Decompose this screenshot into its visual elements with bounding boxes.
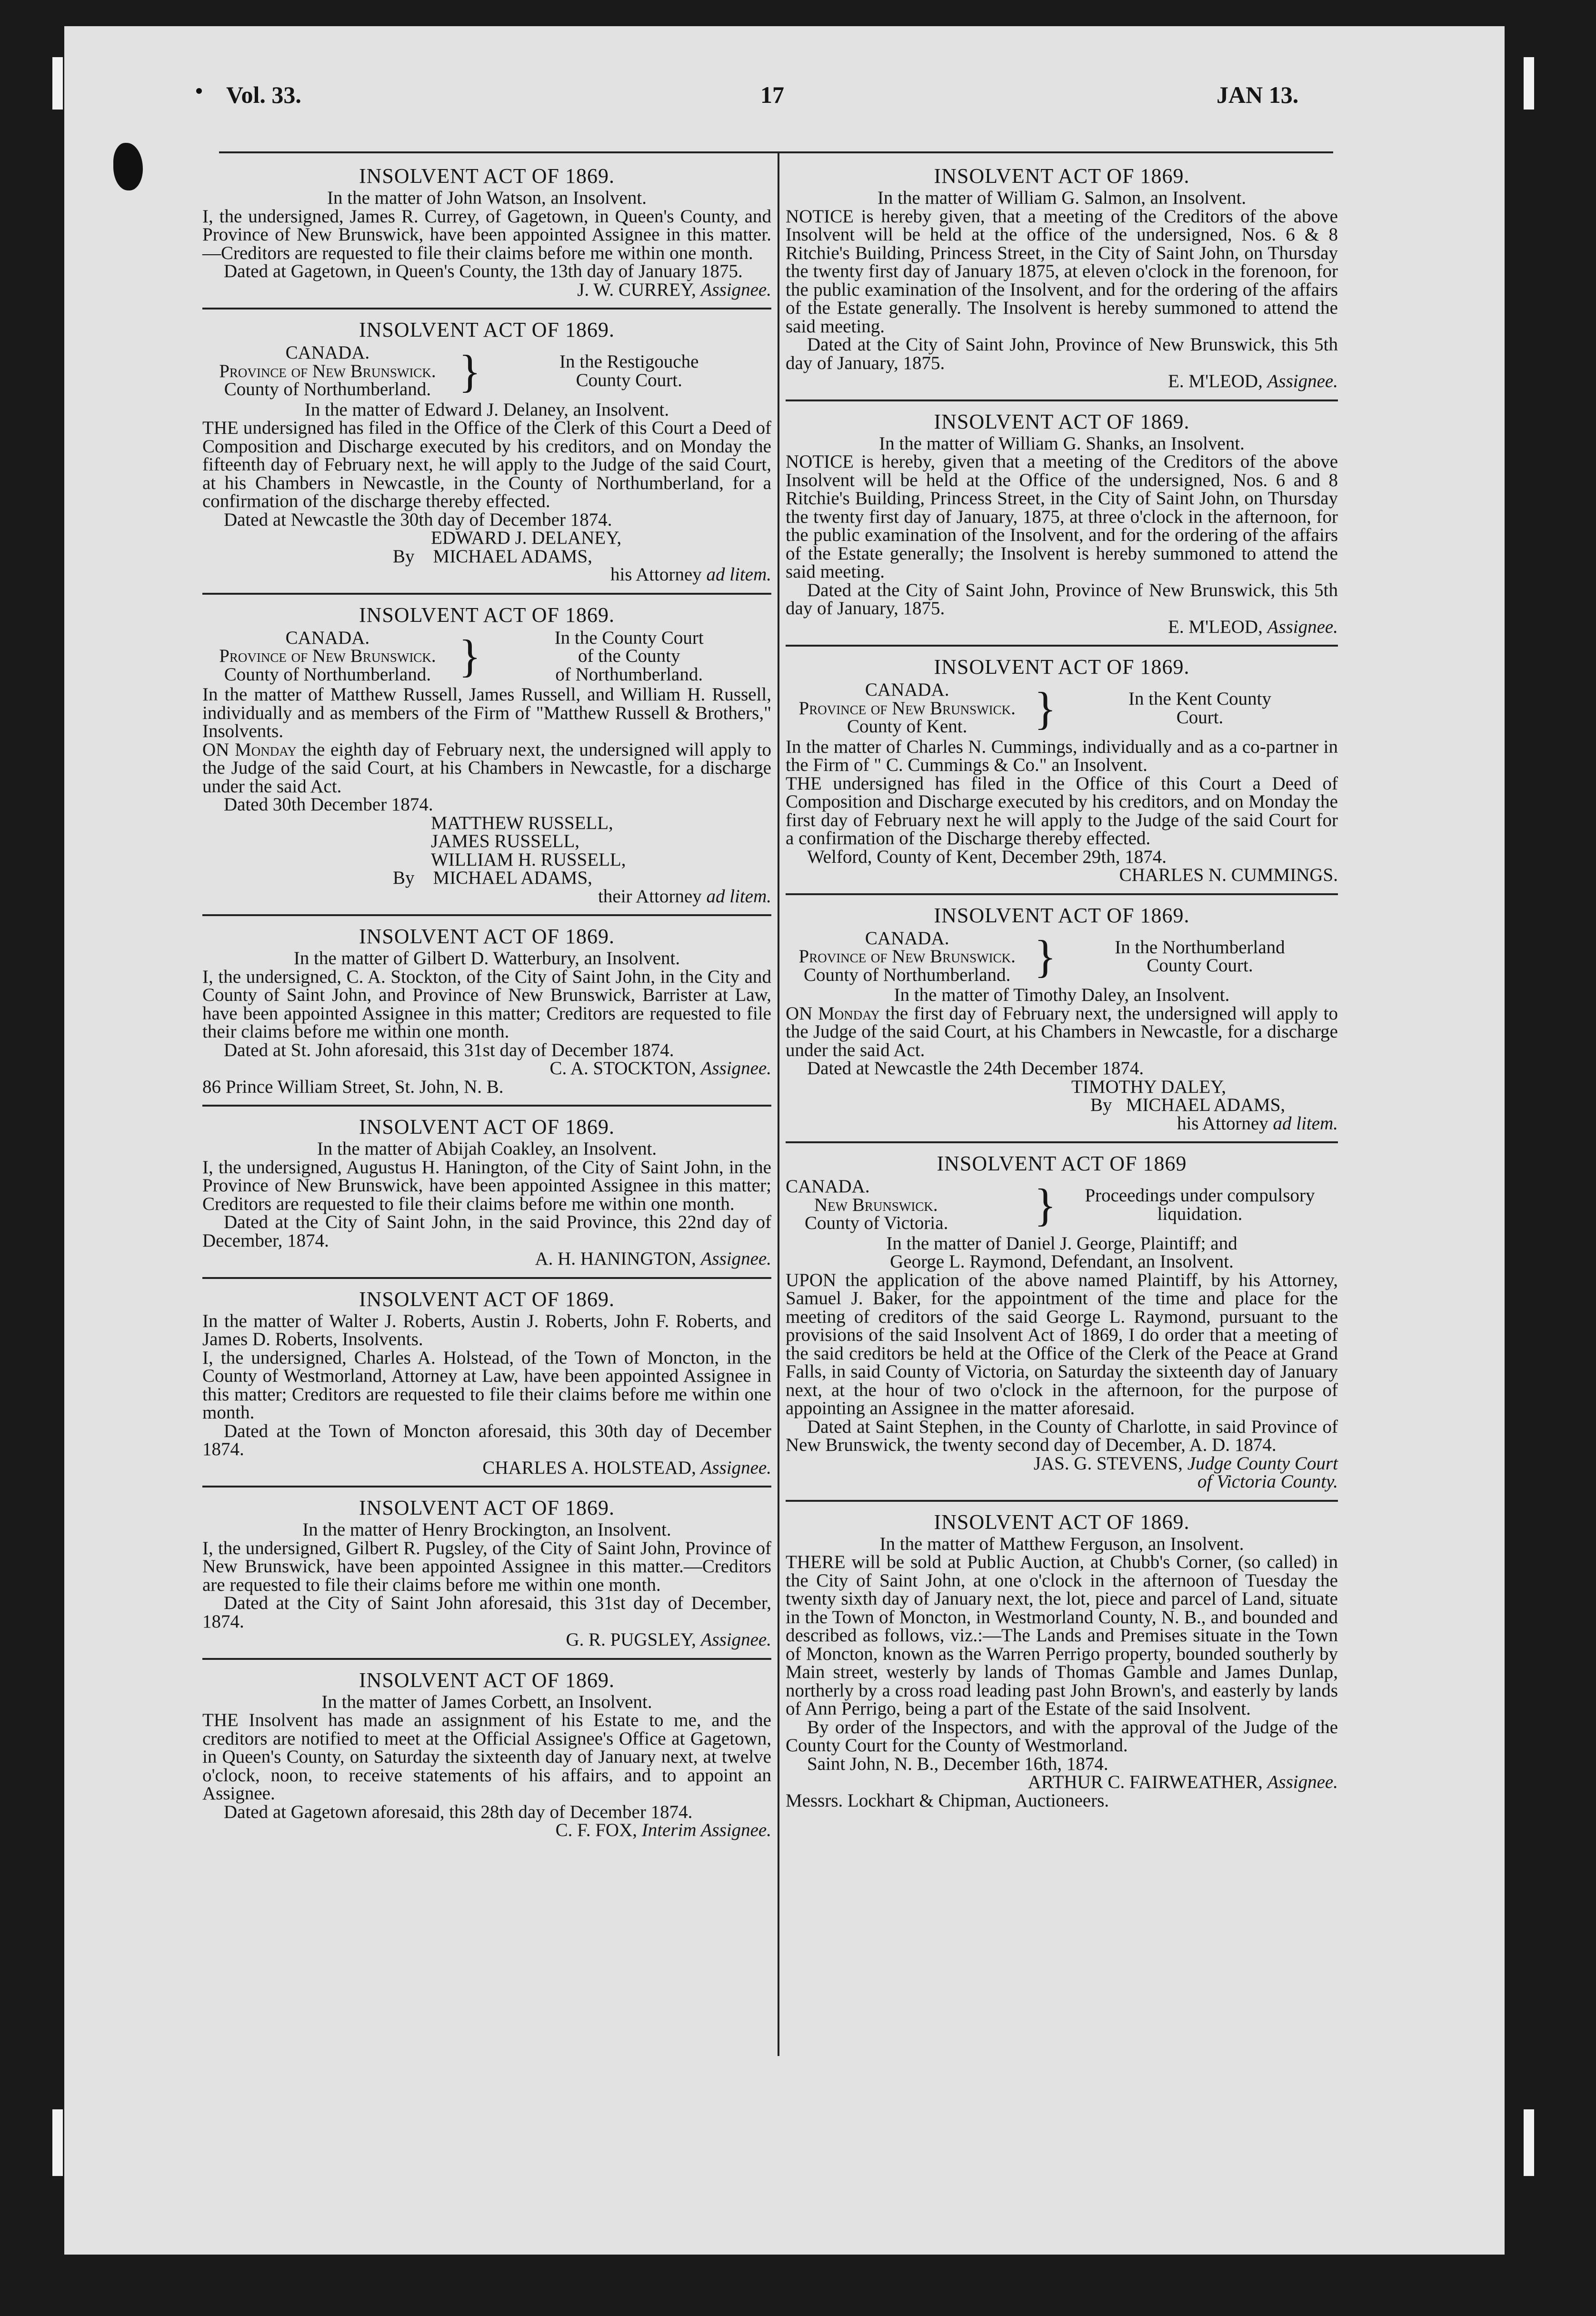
page-number: 17 [760, 81, 784, 108]
section-rule [786, 1141, 1338, 1143]
dated-line: Dated at Saint Stephen, in the County of Charlotte, in said Province of New Brunswick, the twenty second day of December, A. D. 1874. [786, 1416, 1338, 1455]
attorney-name: MICHAEL ADAMS, [433, 868, 592, 888]
matter-line: In the matter of John Watson, an Insolvent. [327, 188, 647, 208]
signer-role: Assignee. [1267, 1772, 1338, 1792]
ink-dot [196, 88, 202, 94]
signer-role-2 [786, 1473, 1338, 1491]
matter-line: In the matter of Abijah Coakley, an Insolvent. [317, 1138, 657, 1159]
left-column [202, 164, 771, 1848]
notice-russell [202, 603, 771, 906]
attorney-role [202, 566, 771, 584]
matter-line: In the matter of James Corbett, an Insolvent. [321, 1691, 652, 1712]
brace-glyph: } [1034, 931, 1057, 982]
court-heading [786, 1178, 1338, 1233]
notice-title: INSOLVENT ACT OF 1869 [937, 1152, 1187, 1175]
dated-line: Dated 30th December 1874. [224, 794, 433, 815]
court-county: County of Victoria. [805, 1213, 948, 1233]
court-country: CANADA. [786, 1176, 870, 1197]
matter-line-2: George L. Raymond, Defendant, an Insolvent. [890, 1251, 1234, 1272]
notice-cummings [786, 655, 1338, 885]
court-name-3: of Northumberland. [555, 664, 703, 685]
dated-line: Welford, County of Kent, December 29th, 1874. [807, 846, 1167, 867]
signer-name: WILLIAM H. RUSSELL, [431, 849, 626, 870]
header-rule [219, 151, 1333, 153]
by-line [202, 869, 771, 888]
matter-line: In the matter of Charles N. Cummings, individually and as a co-partner in the Firm of " C. Cummings & Co." an Insolvent. [786, 736, 1338, 775]
court-country: CANADA. [285, 342, 370, 363]
dated-line: Dated at Gagetown aforesaid, this 28th day of December 1874. [224, 1801, 693, 1822]
signer-role-text: of Victoria County. [1197, 1471, 1338, 1492]
court-heading [202, 344, 771, 399]
signature [786, 372, 1338, 391]
signer-role: Assignee. [1267, 616, 1338, 637]
section-rule [202, 914, 771, 916]
notice-title: INSOLVENT ACT OF 1869. [359, 603, 615, 627]
matter-line: In the matter of Matthew Russell, James Russell, and William H. Russell, individually and as members of the Firm of "Matthew Russell & Brothers," Insolvents. [202, 684, 771, 741]
film-edge-mark [1524, 2109, 1534, 2176]
court-name-2: County Court. [1147, 955, 1253, 976]
signer-name: CHARLES A. HOLSTEAD, [482, 1457, 696, 1478]
brace-glyph: } [459, 630, 481, 682]
notice-watterbury [202, 925, 771, 1096]
brace-glyph: } [1034, 1179, 1057, 1230]
signer-role: Assignee. [700, 279, 771, 300]
notice-body [786, 1005, 1338, 1060]
notice-watson [202, 164, 771, 299]
attorney-name: MICHAEL ADAMS, [433, 546, 592, 567]
court-province: Province of New Brunswick. [798, 946, 1016, 967]
notice-daley [786, 904, 1338, 1133]
court-county: County of Kent. [847, 716, 968, 737]
court-name: In the Restigouche [559, 351, 699, 372]
attorney-role-text: his Attorney [1177, 1113, 1268, 1134]
signer-name: EDWARD J. DELANEY, [431, 528, 622, 548]
notice-body: NOTICE is hereby given, that a meeting of the Creditors of the above Insolvent will be held at the office of the undersigned, Nos. 6 & 8 Ritchie's Building, Princess Street, in the City of Saint John, on Thursday the twenty first day of January 1875, at eleven o'clock in the forenoon, for the public examination of the Insolvent, and for the ordering of the affairs of the Estate generally. The Insolvent is hereby summoned to attend the said meeting. [786, 206, 1338, 337]
matter-line: In the matter of Walter J. Roberts, Austin J. Roberts, John F. Roberts, and James D. Roberts, Insolvents. [202, 1310, 771, 1349]
signer-name: C. F. FOX, [555, 1820, 637, 1840]
signer-name: JAS. G. STEVENS, [1033, 1453, 1183, 1474]
notice-body: THE undersigned has filed in the Office of this Court a Deed of Composition and Discharge executed by his creditors, and on Monday the first day of February next he will apply to the Judge of the said Court for a confirmation of the Discharge thereby effected. [786, 773, 1338, 849]
by-label: By [1090, 1095, 1112, 1115]
body-lead: ON Monday [786, 1003, 880, 1024]
section-rule [786, 893, 1338, 895]
matter-line: In the matter of Matthew Ferguson, an Insolvent. [879, 1533, 1244, 1554]
dated-line: Dated at Newcastle the 30th day of December 1874. [224, 509, 612, 530]
signer-role: Assignee. [700, 1058, 771, 1078]
signer-role: Assignee. [1267, 371, 1338, 391]
court-province: Province of New Brunswick. [798, 698, 1016, 719]
court-country: CANADA. [285, 627, 370, 648]
court-country: CANADA. [865, 928, 949, 948]
notice-salmon [786, 164, 1338, 391]
section-rule [202, 1486, 771, 1487]
section-rule [786, 399, 1338, 401]
notice-delaney [202, 318, 771, 584]
dated-line: Dated at Gagetown, in Queen's County, the 13th day of January 1875. [224, 261, 743, 281]
signer-role: Assignee. [700, 1629, 771, 1650]
ad-litem: ad litem. [706, 564, 771, 585]
matter-line: In the matter of Daniel J. George, Plaintiff; and [886, 1233, 1237, 1254]
dated-line: Dated at the City of Saint John, in the said Province, this 22nd day of December, 1874. [202, 1212, 771, 1251]
notice-body: I, the undersigned, C. A. Stockton, of the City of Saint John, in the City and County of Saint John, and Province of New Brunswick, Barrister at Law, have been appointed Assignee in this matter; Creditors are requested to file their claims before me within one month. [202, 966, 771, 1042]
attorney-role [202, 888, 771, 906]
dated-line: Saint John, N. B., December 16th, 1874. [807, 1753, 1108, 1774]
attorney-role [786, 1115, 1338, 1133]
court-name-2: County Court. [576, 369, 682, 390]
signer-name: C. A. STOCKTON, [549, 1058, 696, 1078]
court-name-2: liquidation. [1157, 1203, 1243, 1224]
notice-body: I, the undersigned, Augustus H. Hanington, of the City of Saint John, in the Province of New Brunswick, have been appointed Assignee in this matter; Creditors are requested to file their claims before me within one month. [202, 1157, 771, 1214]
notice-ferguson [786, 1510, 1338, 1810]
notice-body: THE Insolvent has made an assignment of his Estate to me, and the creditors are notified to meet at the Official Assignee's Office at Gagetown, in Queen's County, on Saturday the sixteenth day of January next, at twelve o'clock, noon, to receive statements of his affairs, and to appoint an Assignee. [202, 1710, 771, 1804]
address-line: 86 Prince William Street, St. John, N. B. [202, 1076, 504, 1097]
signer-name: TIMOTHY DALEY, [1071, 1076, 1226, 1097]
notice-title: INSOLVENT ACT OF 1869. [359, 1496, 615, 1519]
notice-body: UPON the application of the above named Plaintiff, by his Attorney, Samuel J. Baker, for the appointment of the time and place for the meeting of creditors of the said George L. Raymond, pursuant to the provisions of the said Insolvent Act of 1869, I do order that a meeting of the said creditors be held at the Office of the Clerk of the Peace at Grand Falls, in said County of Victoria, on Saturday the sixteenth day of January next, at the hour of two o'clock in the afternoon, for the purpose of appointing an Assignee in the matter aforesaid. [786, 1269, 1338, 1418]
signer-name: A. H. HANINGTON, [535, 1248, 696, 1269]
notice-title: INSOLVENT ACT OF 1869. [934, 409, 1190, 433]
signer-name: E. M'LEOD, [1168, 616, 1263, 637]
court-province: Province of New Brunswick. [219, 360, 436, 381]
order-line: By order of the Inspectors, and with the approval of the Judge of the County Court for the County of Westmorland. [786, 1717, 1338, 1756]
body-text: the eighth day of February next, the undersigned will apply to the Judge of the said Court, at his Chambers in Newcastle, for a discharge under the said Act. [202, 739, 771, 797]
notice-body: I, the undersigned, Gilbert R. Pugsley, of the City of Saint John, Province of New Brunswick, have been appointed Assignee in this matter.—Creditors are requested to file their claims before me within one month. [202, 1537, 771, 1595]
issue-date: JAN 13. [1217, 81, 1299, 108]
notice-body: NOTICE is hereby, given that a meeting of the Creditors of the above Insolvent will be held at the Office of the undersigned, Nos. 6 and 8 Ritchie's Building, Princess Street, in the City of Saint John, on Thursday the twenty first day of January, 1875, at three o'clock in the afternoon, for the public examination of the Insolvent, and for the ordering of the affairs of the Estate generally; the Insolvent is hereby summoned to attend the said meeting. [786, 451, 1338, 582]
dated-line: Dated at the Town of Moncton aforesaid, this 30th day of December 1874. [202, 1420, 771, 1459]
court-province: Province of New Brunswick. [219, 646, 436, 666]
brace-glyph: } [459, 345, 481, 397]
signer-name: G. R. PUGSLEY, [566, 1629, 696, 1650]
court-name-2: of the County [578, 646, 680, 666]
signer-name: CHARLES N. CUMMINGS. [1119, 865, 1338, 885]
court-county: County of Northumberland. [224, 379, 431, 399]
notice-george-raymond [786, 1152, 1338, 1491]
notice-title: INSOLVENT ACT OF 1869. [934, 655, 1190, 679]
notice-body: I, the undersigned, Charles A. Holstead, of the Town of Moncton, in the County of Westmorland, Attorney at Law, have been appointed Assignee in this matter; Creditors are requested to file their claims before me within one month. [202, 1347, 771, 1423]
by-label: By [393, 868, 415, 888]
section-rule [202, 308, 771, 309]
auctioneers-line: Messrs. Lockhart & Chipman, Auctioneers. [786, 1790, 1109, 1811]
notice-title: INSOLVENT ACT OF 1869. [934, 903, 1190, 927]
matter-line: In the matter of William G. Shanks, an Insolvent. [879, 433, 1245, 454]
body-lead: ON Monday [202, 739, 297, 760]
court-name: In the County Court [554, 627, 704, 648]
notice-brockington [202, 1496, 771, 1649]
court-name-2: Court. [1176, 707, 1224, 728]
notice-body: THE undersigned has filed in the Office of the Clerk of this Court a Deed of Composition and Discharge executed by his creditors, and on Monday the fifteenth day of February next, he will apply to the Judge of the said Court, at his Chambers in Newcastle, in the County of Northumberland, for a confirmation of the discharge thereby effected. [202, 418, 771, 511]
attorney-role-text: his Attorney [610, 564, 702, 585]
signature [202, 1631, 771, 1649]
signature [202, 281, 771, 299]
notice-body [202, 741, 771, 796]
signer-name: MATTHEW RUSSELL, [431, 812, 613, 833]
signer-name: J. W. CURREY, [577, 279, 696, 300]
by-line [202, 548, 771, 566]
signer-name: JAMES RUSSELL, [431, 831, 580, 851]
attorney-name: MICHAEL ADAMS, [1126, 1095, 1286, 1115]
matter-line: In the matter of Gilbert D. Watterbury, an Insolvent. [293, 948, 680, 968]
notice-shanks [786, 410, 1338, 637]
notice-body: I, the undersigned, James R. Currey, of Gagetown, in Queen's County, and Province of New Brunswick, have been appointed Assignee in this matter.—Creditors are requested to file their claims before me within one month. [202, 206, 771, 263]
signer-name: ARTHUR C. FAIRWEATHER, [1027, 1772, 1263, 1792]
notice-title: INSOLVENT ACT OF 1869. [359, 925, 615, 948]
film-edge-mark [52, 57, 63, 110]
film-edge-mark [1524, 57, 1534, 110]
matter-line: In the matter of William G. Salmon, an Insolvent. [877, 188, 1247, 208]
signer-name: E. M'LEOD, [1168, 371, 1263, 391]
court-county: County of Northumberland. [224, 664, 431, 685]
section-rule [786, 645, 1338, 647]
notice-title: INSOLVENT ACT OF 1869. [934, 164, 1190, 188]
signer-role: Assignee. [700, 1457, 771, 1478]
dated-line: Dated at the City of Saint John aforesaid, this 31st day of December, 1874. [202, 1593, 771, 1632]
notice-title: INSOLVENT ACT OF 1869. [359, 1287, 615, 1311]
notice-title: INSOLVENT ACT OF 1869. [934, 1510, 1190, 1534]
ad-litem: ad litem. [1273, 1113, 1338, 1134]
section-rule [202, 593, 771, 595]
brace-glyph: } [1034, 682, 1057, 734]
dated-line: Dated at the City of Saint John, Province of New Brunswick, this 5th day of January, 1875. [786, 334, 1338, 373]
section-rule [202, 1658, 771, 1660]
signature [202, 1059, 771, 1078]
court-county: County of Northumberland. [804, 964, 1011, 985]
signer-role: Assignee. [700, 1248, 771, 1269]
ad-litem: ad litem. [706, 886, 771, 907]
signature [786, 618, 1338, 637]
matter-line: In the matter of Henry Brockington, an Insolvent. [302, 1519, 671, 1540]
court-name: In the Northumberland [1115, 937, 1285, 958]
notice-roberts [202, 1288, 771, 1477]
section-rule [786, 1500, 1338, 1502]
signature [202, 1821, 771, 1840]
by-label: By [393, 546, 415, 567]
court-province: New Brunswick. [814, 1194, 938, 1215]
matter-line: In the matter of Edward J. Delaney, an Insolvent. [304, 399, 669, 420]
signature [202, 1250, 771, 1268]
volume-label: Vol. 33. [226, 81, 301, 108]
attorney-role-text: their Attorney [598, 886, 702, 907]
body-text: the first day of February next, the undersigned will apply to the Judge of the said Court, at his Chambers in Newcastle, for a discharge under the said Act. [786, 1003, 1338, 1060]
notice-corbett [202, 1668, 771, 1840]
column-divider [778, 151, 779, 2056]
court-country: CANADA. [865, 679, 949, 700]
notice-title: INSOLVENT ACT OF 1869. [359, 318, 615, 341]
signature [202, 1459, 771, 1477]
by-line [786, 1096, 1338, 1115]
film-edge-mark [52, 2109, 63, 2176]
section-rule [202, 1105, 771, 1107]
court-name: In the Kent County [1128, 689, 1271, 709]
notice-coakley [202, 1115, 771, 1268]
signature [786, 1455, 1338, 1473]
court-name: Proceedings under compulsory [1085, 1185, 1315, 1206]
right-column [786, 164, 1338, 1818]
court-heading [786, 681, 1338, 736]
court-heading [786, 929, 1338, 985]
matter-line: In the matter of Timothy Daley, an Insolvent. [894, 985, 1230, 1005]
dated-line: Dated at the City of Saint John, Province of New Brunswick, this 5th day of January, 1875. [786, 579, 1338, 619]
notice-title: INSOLVENT ACT OF 1869. [359, 1668, 615, 1692]
dated-line: Dated at Newcastle the 24th December 1874. [807, 1058, 1144, 1078]
section-rule [202, 1277, 771, 1279]
dated-line: Dated at St. John aforesaid, this 31st day of December 1874. [224, 1039, 674, 1060]
notice-title: INSOLVENT ACT OF 1869. [359, 164, 615, 188]
signer-role: Interim Assignee. [641, 1820, 771, 1840]
court-heading [202, 629, 771, 684]
notice-title: INSOLVENT ACT OF 1869. [359, 1115, 615, 1138]
signature [786, 1773, 1338, 1792]
signer-role: Judge County Court [1187, 1453, 1338, 1474]
notice-body: THERE will be sold at Public Auction, at Chubb's Corner, (so called) in the City of Saint John, at one o'clock in the afternoon of Tuesday the twenty sixth day of January next, the lot, piece and parcel of Land, situate in the Town of Moncton, in Westmorland County, N. B., and bounded and described as follows, viz.:—The Lands and Premises situate in the Town of Moncton, known as the Warren Perrigo property, bounded southerly by Main street, westerly by lands of Thomas Gamble and James Dunlap, northerly by a cross road leading past John Brown's, and easterly by lands of Ann Perrigo, being a part of the Estate of the said Insolvent. [786, 1552, 1338, 1719]
